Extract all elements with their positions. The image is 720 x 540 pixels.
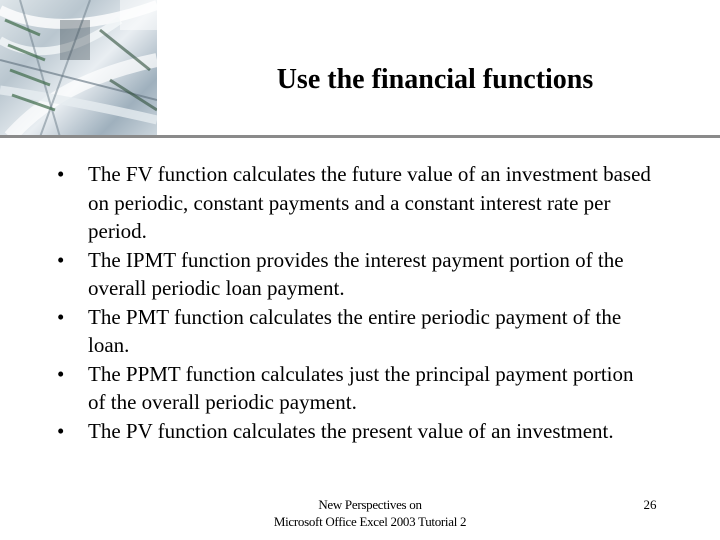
bullet-item-ppmt (55, 360, 655, 417)
bullet-marker: • (57, 418, 65, 443)
bullet-item-fv (55, 160, 655, 246)
bullet-text: The PV function calculates the present value of an investment. (88, 418, 614, 443)
architecture-photo-graphic (0, 0, 157, 137)
bullet-item-ipmt (55, 246, 655, 303)
footer-line-1: New Perspectives on (318, 497, 422, 512)
bullet-list (55, 160, 655, 445)
bullet-item-pmt (55, 303, 655, 360)
bullet-marker: • (57, 361, 65, 386)
bullet-marker: • (57, 162, 65, 186)
page-number: 26 (643, 497, 657, 512)
header-divider (0, 135, 720, 138)
bullet-text: The PMT function calculates the entire periodic payment of the loan. (88, 304, 622, 357)
bullet-item-pv (55, 417, 655, 446)
footer-line-2: Microsoft Office Excel 2003 Tutorial 2 (273, 514, 467, 529)
bullet-marker: • (57, 304, 65, 329)
bullet-text: The FV function calculates the future value of an investment based on periodic, constant payments and a constant interest rate per period. (88, 162, 651, 243)
footer-source (220, 496, 520, 530)
bullet-text: The IPMT function provides the interest payment portion of the overall periodic loan payment. (88, 247, 624, 300)
header-architecture-image (0, 0, 157, 137)
bullet-marker: • (57, 247, 65, 272)
slide-title: Use the financial functions (276, 64, 594, 95)
bullet-text: The PPMT function calculates just the principal payment portion of the overall periodic payment. (88, 361, 634, 414)
